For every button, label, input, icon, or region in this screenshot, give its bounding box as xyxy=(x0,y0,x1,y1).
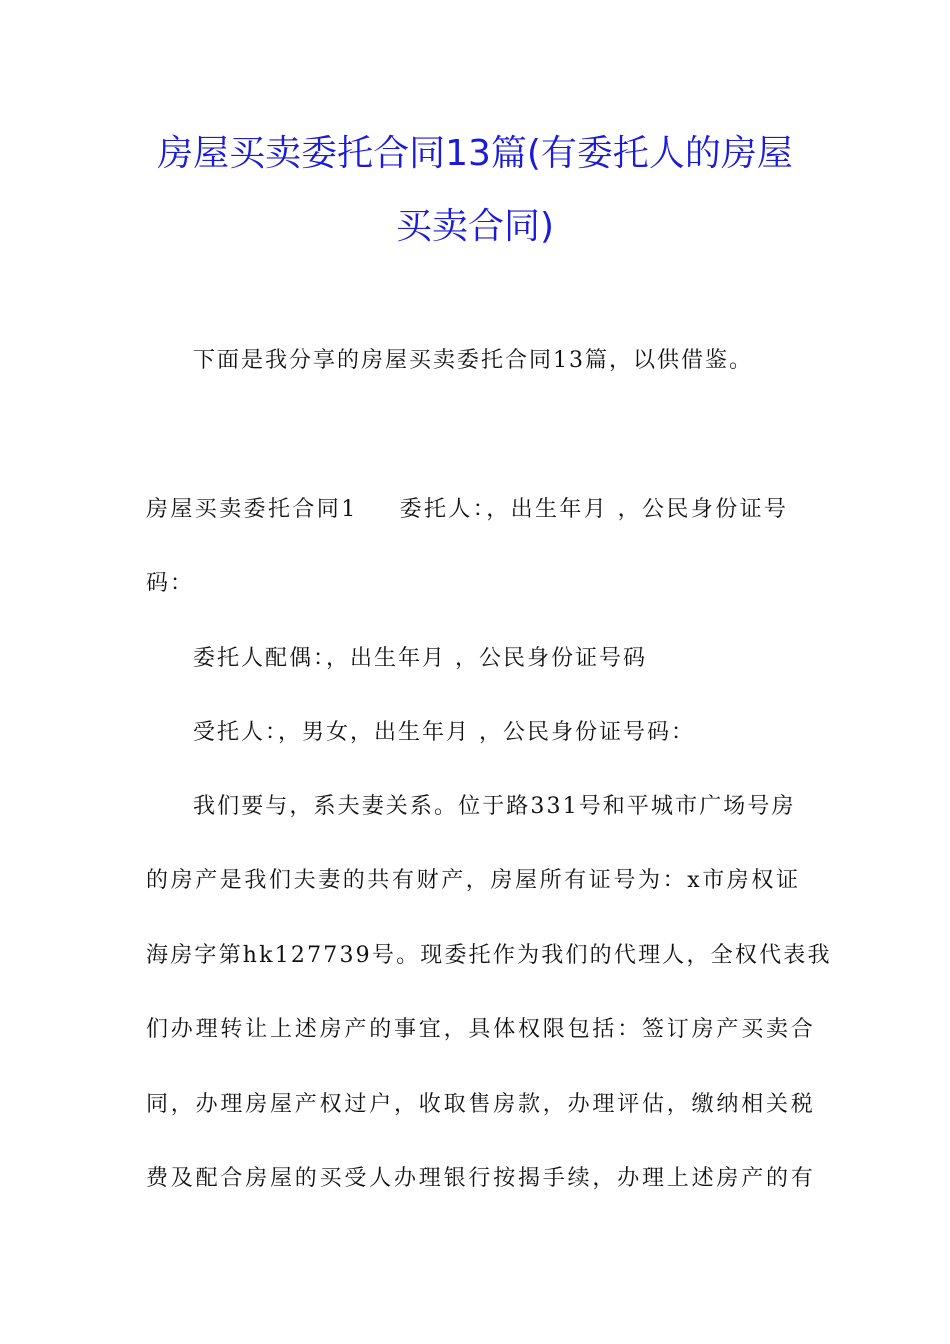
document-title-line-2: 买卖合同) xyxy=(395,206,555,247)
paragraph-line: 同，办理房屋产权过户，收取售房款，办理评估，缴纳相关税 xyxy=(146,1092,816,1117)
paragraph-line: 委托人配偶：，出生年月 ，公民身份证号码 xyxy=(193,646,647,671)
paragraph-line: 的房产是我们夫妻的共有财产，房屋所有证号为：x市房权证 xyxy=(146,868,801,893)
paragraph-line: 费及配合房屋的买受人办理银行按揭手续，办理上述房产的有 xyxy=(146,1166,816,1191)
paragraph-line xyxy=(146,496,788,524)
paragraph-line: 码： xyxy=(146,571,195,596)
paragraph-line: 海房字第hk127739号。现委托作为我们的代理人，全权代表我 xyxy=(146,943,832,968)
intro-paragraph: 下面是我分享的房屋买卖委托合同13篇，以供借鉴。 xyxy=(193,348,753,373)
section-heading: 房屋买卖委托合同1 xyxy=(146,497,358,522)
principal-line: 委托人：，出生年月 ，公民身份证号 xyxy=(399,497,789,522)
paragraph-line: 受托人：，男女，出生年月 ，公民身份证号码： xyxy=(193,720,695,745)
paragraph-line: 我们要与，系夫妻关系。位于路331号和平城市广场号房 xyxy=(193,794,796,819)
paragraph-line: 们办理转让上述房产的事宜，具体权限包括：签订房产买卖合 xyxy=(146,1017,816,1042)
document-title-line-1: 房屋买卖委托合同13篇(有委托人的房屋 xyxy=(157,133,793,174)
